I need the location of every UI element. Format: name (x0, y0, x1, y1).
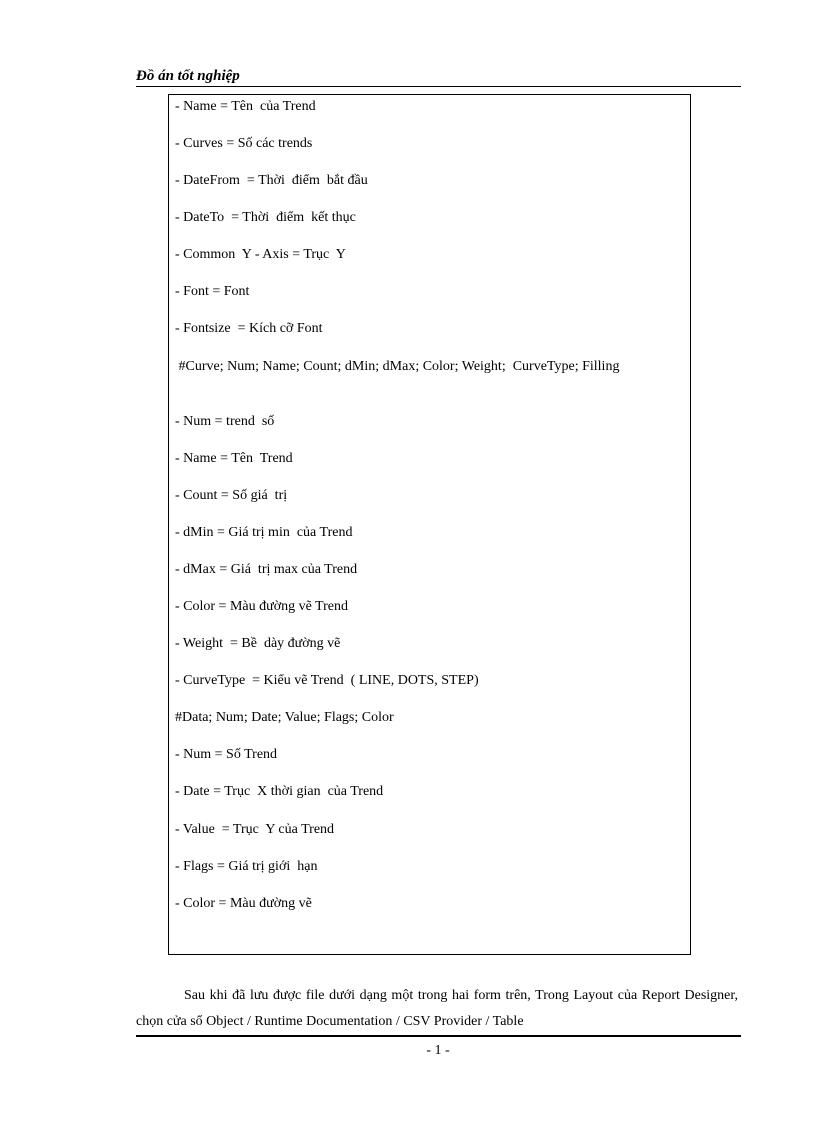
header-divider (136, 86, 741, 87)
page-number: - 1 - (426, 1043, 450, 1058)
box-line: - Name = Tên Trend (175, 451, 293, 466)
document-header-title: Đồ án tốt nghiệp (136, 68, 240, 84)
box-line: - Common Y - Axis = Trục Y (175, 247, 346, 262)
box-line: - Num = trend số (175, 414, 275, 429)
footer-divider (136, 1035, 741, 1037)
box-line: - CurveType = Kiểu vẽ Trend ( LINE, DOTS, STEP) (175, 673, 479, 688)
box-line: - Date = Trục X thời gian của Trend (175, 784, 384, 799)
box-line: - Value = Trục Y của Trend (175, 822, 335, 837)
box-line: - Num = Số Trend (175, 747, 278, 762)
box-line: #Curve; Num; Name; Count; dMin; dMax; Color; Weight; CurveType; Filling (175, 359, 620, 374)
body-paragraph: Sau khi đã lưu được file dưới dạng một trong hai form trên, Trong Layout của Report Designer, chọn cửa sổ Object / Runtime Documentation / CSV Provider / Table (136, 988, 738, 1029)
box-line: - Curves = Số các trends (175, 136, 313, 151)
box-line: - Weight = Bề dày đường vẽ (175, 636, 341, 651)
box-line: - DateTo = Thời điểm kết thục (175, 210, 356, 225)
box-line: - DateFrom = Thời điểm bắt đầu (175, 173, 368, 188)
box-line: - Color = Màu đường vẽ (175, 896, 312, 911)
box-line: - dMax = Giá trị max của Trend (175, 562, 358, 577)
box-line: - dMin = Giá trị min của Trend (175, 525, 353, 540)
box-line: - Fontsize = Kích cỡ Font (175, 321, 323, 336)
content-box (168, 94, 691, 955)
box-line: #Data; Num; Date; Value; Flags; Color (175, 710, 394, 725)
box-line: - Count = Số giá trị (175, 488, 288, 503)
box-line: - Font = Font (175, 284, 250, 299)
box-line: - Name = Tên của Trend (175, 99, 316, 114)
box-line: - Color = Màu đường vẽ Trend (175, 599, 348, 614)
box-line: - Flags = Giá trị giới hạn (175, 859, 318, 874)
